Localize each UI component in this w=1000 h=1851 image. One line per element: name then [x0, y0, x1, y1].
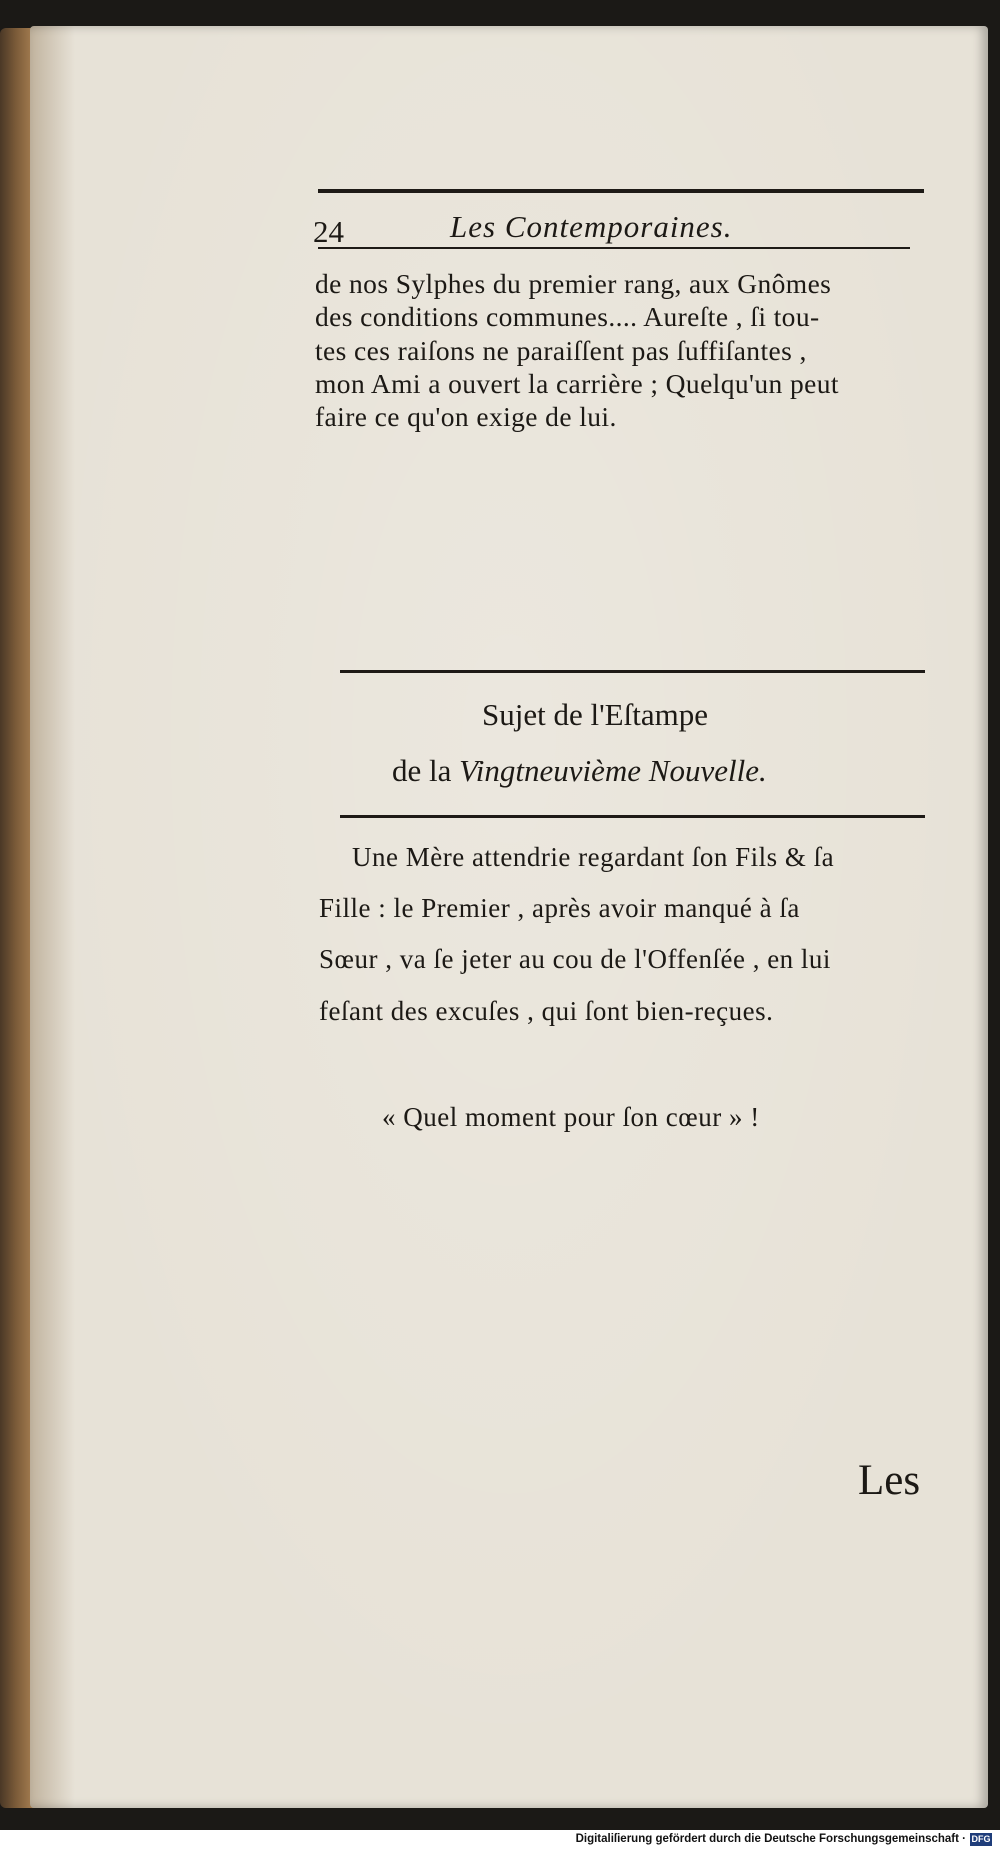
body-line: tes ces raiſons ne paraiſſent pas ſuffiſantes , [315, 335, 807, 366]
section-rule [340, 670, 925, 673]
body-line: des conditions communes.... Aureſte , ſi tou- [315, 301, 820, 332]
caption-line: Fille : le Premier , après avoir manqué à ſa [319, 893, 800, 923]
page-number: 24 [313, 214, 344, 249]
digitization-credit: Digitaliſierung gefördert durch die Deutsche Forschungsgemeinschaft · [575, 1833, 966, 1845]
header-rule-bottom [318, 247, 910, 249]
section-title-line2 [392, 753, 767, 789]
body-line: mon Ami a ouvert la carrière ; Quelqu'un peut [315, 368, 839, 399]
dfg-logo: DFG [971, 1834, 991, 1844]
body-line: faire ce qu'on exige de lui. [315, 401, 617, 432]
section-title-prefix: de la [392, 753, 460, 788]
running-head: Les Contemporaines. [450, 209, 733, 244]
body-line: de nos Sylphes du premier rang, aux Gnômes [315, 268, 832, 299]
caption-line: Sœur , va ſe jeter au cou de l'Offenſée , en lui [319, 944, 831, 974]
section-title-line1: Sujet de l'Eſtampe [482, 697, 708, 732]
section-title-italic: Vingtneuvième Nouvelle. [459, 753, 767, 788]
catchword: Les [858, 1457, 921, 1504]
header-rule-top [318, 189, 924, 193]
quote-line: « Quel moment pour ſon cœur » ! [382, 1102, 760, 1132]
section-rule-lower [340, 815, 925, 818]
caption-line: feſant des excuſes , qui ſont bien-reçues. [319, 996, 774, 1026]
caption-line: Une Mère attendrie regardant ſon Fils & ſa [352, 842, 835, 872]
